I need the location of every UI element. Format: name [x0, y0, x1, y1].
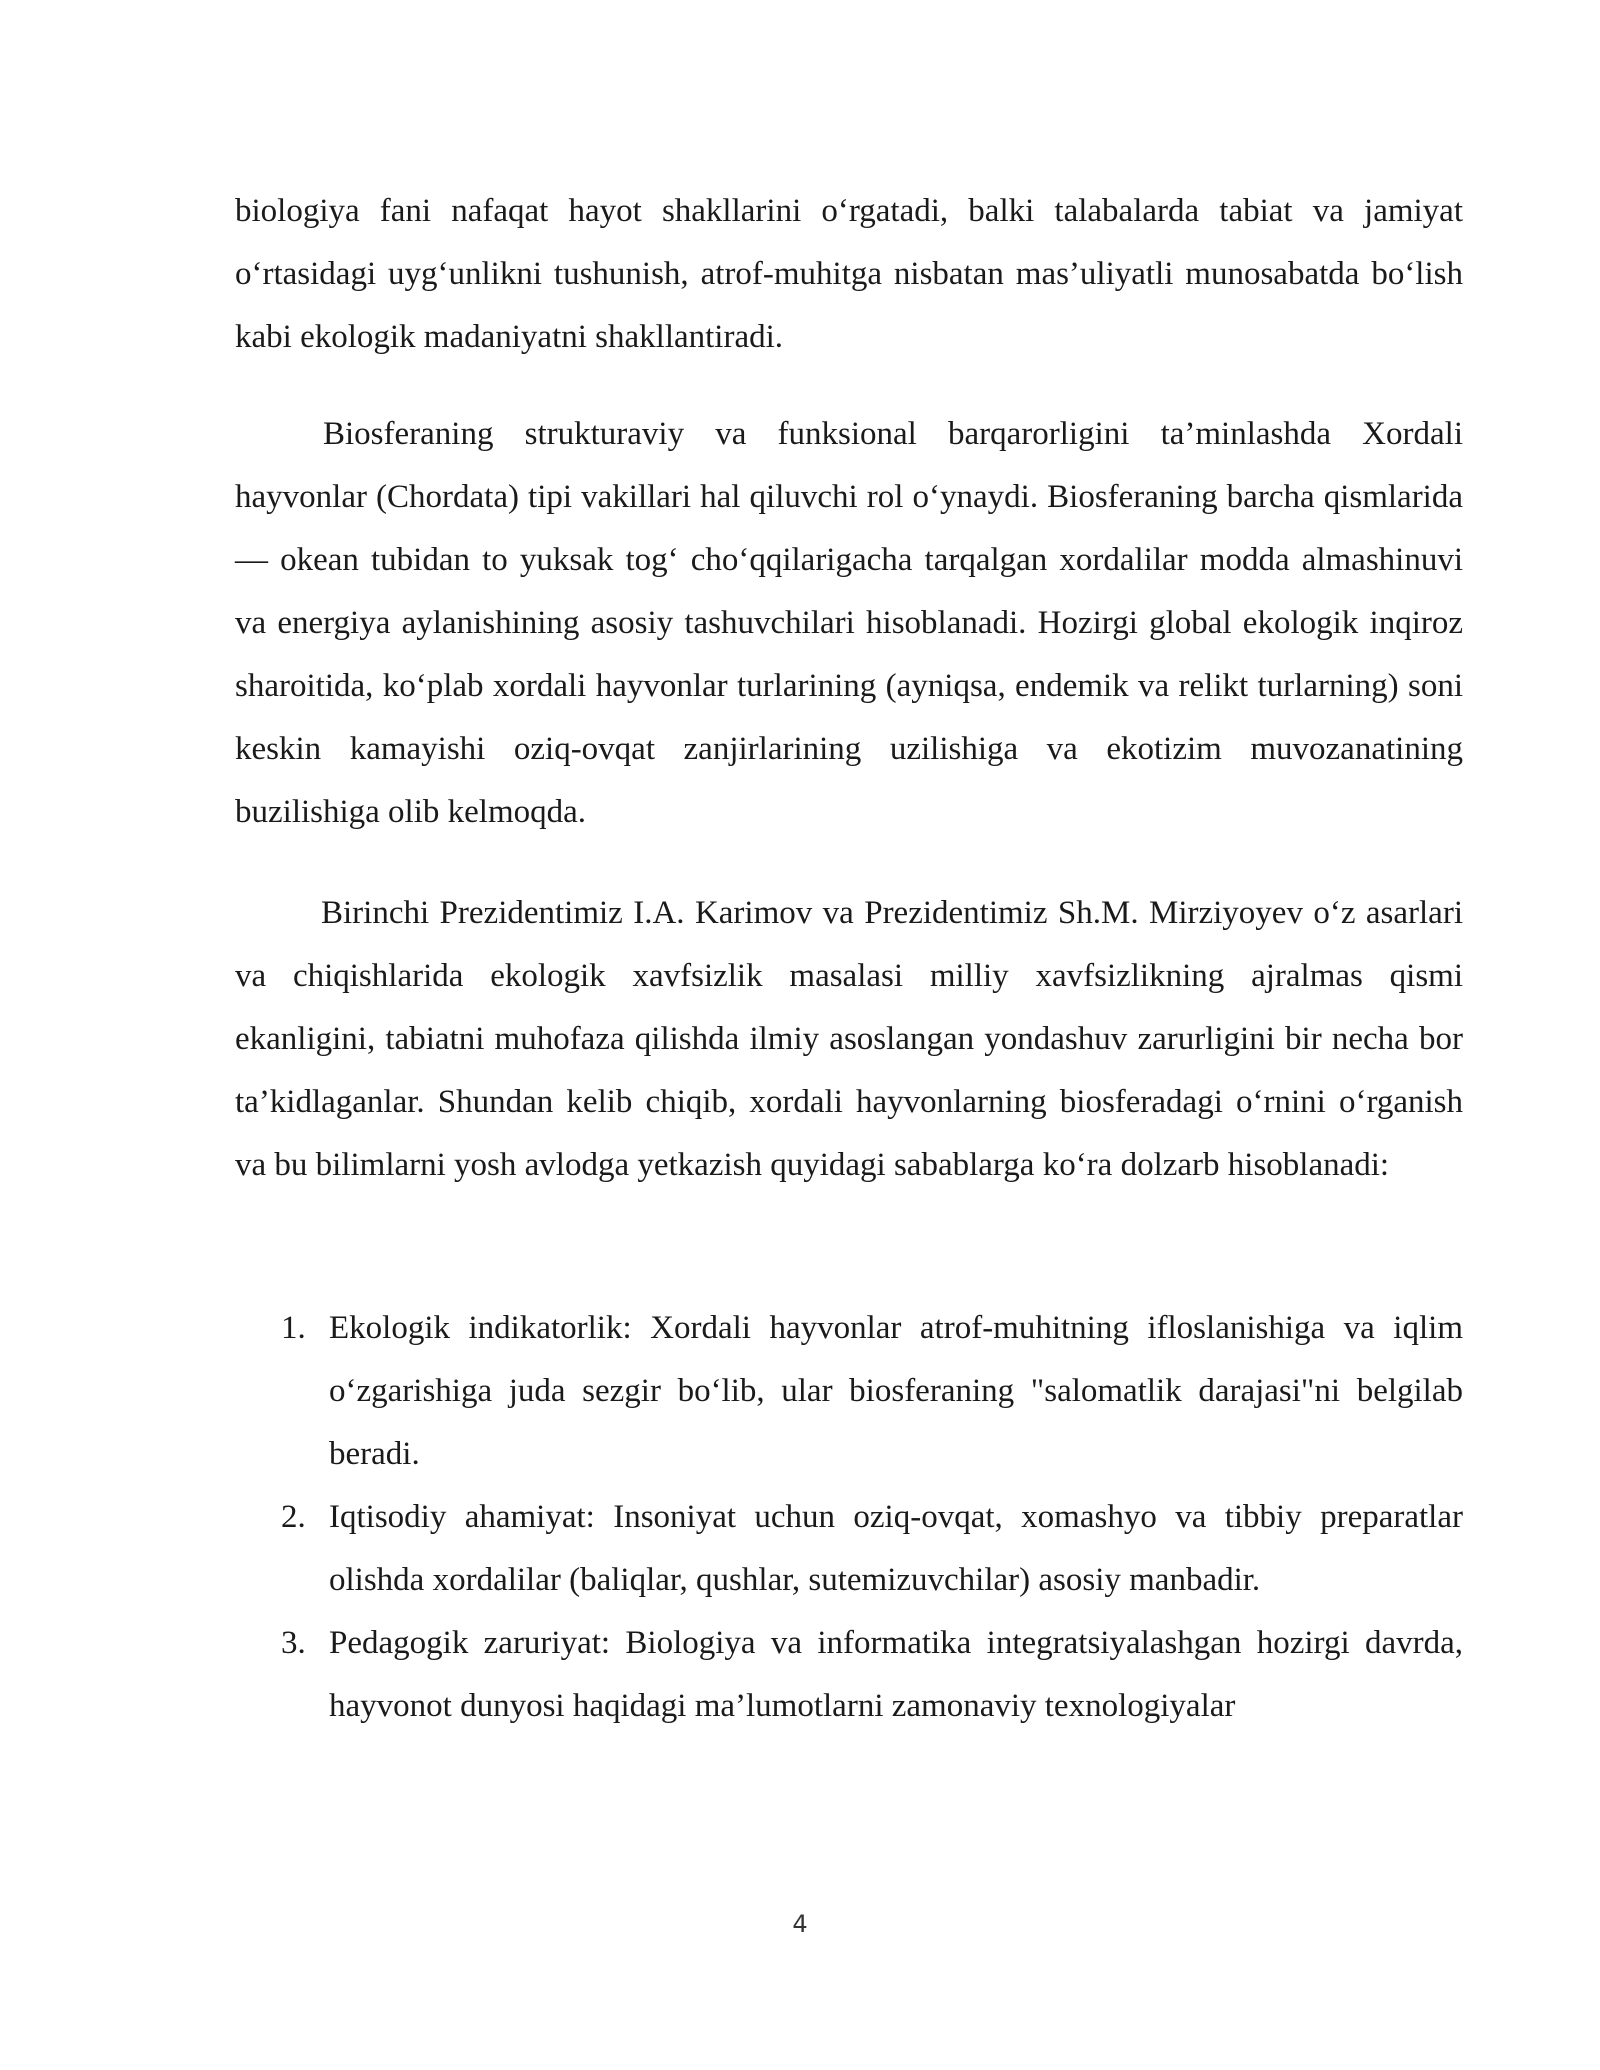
list-item-number: 2. [281, 1499, 306, 1535]
paragraph-chordata-role: Biosferaning strukturaviy va funksional barqarorligini ta’minlashda Xordali hayvonlar (Chordata) tipi vakillari hal qiluvchi rol o‘ynaydi. Biosferaning barcha qismlarida — okean tubidan to yuksak tog‘ cho‘qqilarigacha tarqalgan xordalilar modda almashinuvi va energiya aylanishining asosiy tashuvchilari hisoblanadi. Hozirgi global ekologik inqiroz sharoitida, ko‘plab xordali hayvonlar turlarining (ayniqsa, endemik va relikt turlarning) soni keskin kamayishi oziq-ovqat zanjirlarining uzilishiga va ekotizim muvozanatining buzilishiga olib kelmoqda. [235, 416, 1463, 830]
paragraph-continuation: biologiya fani nafaqat hayot shakllarini o‘rgatadi, balki talabalarda tabiat va jamiyat o‘rtasidagi uyg‘unlikni tushunish, atrof-muhitga nisbatan mas’uliyatli munosabatda bo‘lish kabi ekologik madaniyatni shakllantiradi. [235, 193, 1463, 355]
page-number: 4 [792, 1910, 808, 1938]
paragraph-ecological-security: Birinchi Prezidentimiz I.A. Karimov va Prezidentimiz Sh.M. Mirziyoyev o‘z asarlari va chiqishlarida ekologik xavfsizlik masalasi milliy xavfsizlikning ajralmas qismi ekanligini, tabiatni muhofaza qilishda ilmiy asoslangan yondashuv zarurligini bir necha bor ta’kidlaganlar. Shundan kelib chiqib, xordali hayvonlarning biosferadagi o‘rnini o‘rganish va bu bilimlarni yosh avlodga yetkazish quyidagi sabablarga ko‘ra dolzarb hisoblanadi: [235, 895, 1463, 1183]
list-item-economic-importance [235, 1486, 1463, 1612]
list-item-number: 3. [281, 1625, 306, 1661]
numbered-list [235, 1297, 1463, 1738]
list-item-ecological-indicator [235, 1297, 1463, 1486]
list-item-text: Iqtisodiy ahamiyat: Insoniyat uchun oziq-ovqat, xomashyo va tibbiy preparatlar olishda xordalilar (baliqlar, qushlar, sutemizuvchilar) asosiy manbadir. [329, 1499, 1463, 1598]
list-item-pedagogical-necessity [235, 1612, 1463, 1738]
list-item-text: Ekologik indikatorlik: Xordali hayvonlar atrof-muhitning ifloslanishiga va iqlim o‘zgarishiga juda sezgir bo‘lib, ular biosferaning "salomatlik darajasi"ni belgilab beradi. [329, 1310, 1463, 1472]
list-item-number: 1. [281, 1310, 306, 1346]
list-item-text: Pedagogik zaruriyat: Biologiya va informatika integratsiyalashgan hozirgi davrda, hayvonot dunyosi haqidagi ma’lumotlarni zamonaviy texnologiyalar [329, 1625, 1463, 1724]
